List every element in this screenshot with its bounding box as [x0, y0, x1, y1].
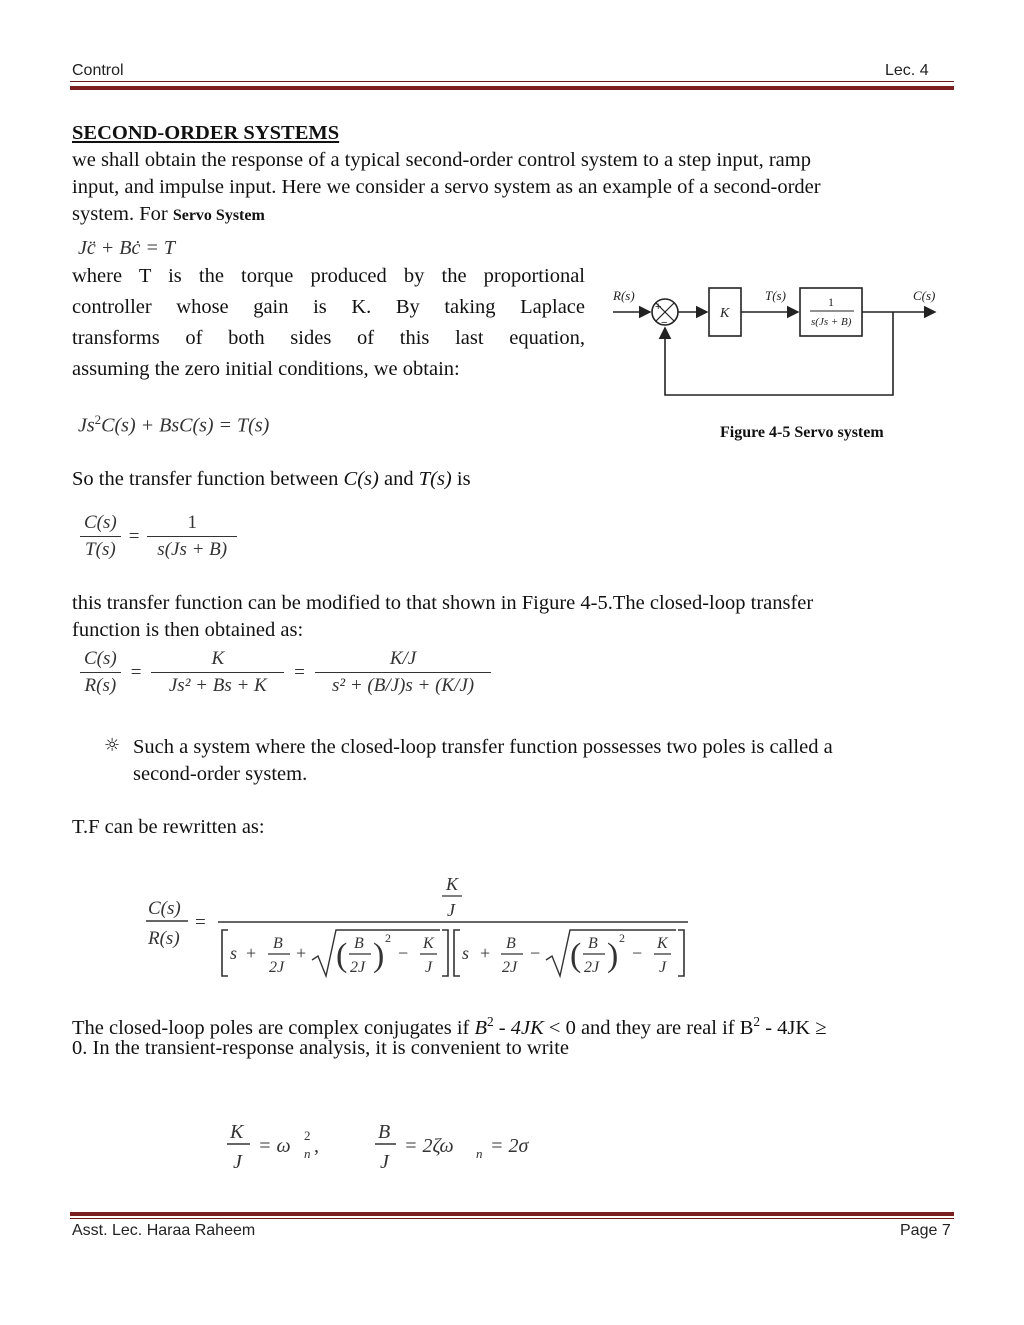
eq5-den1: R(s) [148, 928, 180, 949]
eq5-sq-1: 2 [385, 931, 391, 945]
equation-laplace: $Js^2C(s) + BsC(s) = T(s)$ [78, 412, 270, 437]
footer-page-number: Page 7 [900, 1222, 951, 1239]
eq6-comma: , [314, 1135, 319, 1157]
label-k: K [720, 306, 730, 321]
header-rule-thick [70, 86, 954, 90]
eq5-plus-3: + [480, 943, 491, 963]
eq3-num2: 1 [147, 512, 237, 537]
where-line-4: assuming the zero initial conditions, we obtain: [72, 358, 460, 380]
plant-denominator: s(Js + B) [811, 316, 852, 328]
modified-tf-line-1: this transfer function can be modified to that shown in Figure 4-5.The closed-loop transfer [72, 592, 814, 614]
label-plus: + [655, 301, 662, 313]
plant-numerator: 1 [828, 295, 834, 309]
intro-line-3-text: system. For [72, 203, 168, 225]
eq5-s-1: s [230, 943, 238, 963]
eq3-equals: = [128, 525, 140, 547]
equation-closed-loop-tf [80, 648, 491, 697]
eq5-2j-1: 2J [269, 959, 285, 976]
eq4-num1: C(s) [80, 648, 121, 673]
intro-line-3 [72, 201, 265, 229]
eq5-j-1: J [425, 959, 433, 976]
eq5-k-2: K [657, 935, 668, 952]
equation-motion: Jc̈ + Bċ = T [78, 237, 175, 259]
footer-author: Asst. Lec. Haraa Raheem [72, 1222, 256, 1239]
intro-line-2: input, and impulse input. Here we consider a servo system as an example of a second-order [72, 176, 821, 198]
footer-rule-thick [70, 1212, 954, 1216]
poles-line-2: 0. In the transient-response analysis, it is convenient to write [72, 1037, 570, 1059]
where-line-2: controller whose gain is K. By taking Laplace [72, 296, 585, 318]
label-c: C(s) [913, 288, 936, 303]
servo-system-label: Servo System [172, 207, 265, 224]
eq5-plus-1: + [246, 943, 257, 963]
poles-text-a: The closed-loop poles are complex conjugates if [72, 1016, 475, 1039]
eq5-equals: = [195, 912, 206, 933]
eq5-b-2: B [354, 935, 364, 952]
eq5-s-2: s [462, 943, 470, 963]
eq4-num2: K [151, 648, 284, 673]
where-line-3: transforms of both sides of this last equation, [72, 327, 585, 349]
tf-cs: C(s) [343, 468, 379, 490]
eq4-den2: Js² + Bs + K [168, 675, 267, 696]
eq5-2j-3: 2J [502, 959, 518, 976]
eq5-k-1: K [423, 935, 434, 952]
eq3-den2: s(Js + B) [157, 539, 228, 560]
eq6-sq: 2 [304, 1128, 311, 1143]
eq5-minus-2: − [530, 943, 541, 963]
footer-rule-thin [70, 1218, 954, 1219]
modified-tf-line-2: function is then obtained as: [72, 619, 304, 641]
eq2-part-b: C(s) + BsC(s) = T(s) [101, 414, 270, 437]
header-rule-thin [70, 81, 954, 82]
svg-text:): ) [373, 937, 385, 974]
eq6-n: n [304, 1146, 311, 1161]
poles-sq-2: 2 [753, 1014, 761, 1029]
poles-4jk: 4JK [510, 1016, 544, 1039]
tf-text-e: is [451, 468, 471, 490]
eq6-eq2: = 2ζω [404, 1135, 454, 1157]
eq5-j-2: J [659, 959, 667, 976]
intro-line-1: we shall obtain the response of a typical second-order control system to a step input, ramp [72, 149, 811, 171]
eq4-den1: R(s) [84, 675, 117, 696]
eq4-den3: s² + (B/J)s + (K/J) [331, 675, 475, 696]
where-line-1: where T is the torque produced by the proportional [72, 265, 585, 287]
eq6-n2: n [476, 1146, 483, 1161]
label-r: R(s) [613, 288, 635, 303]
eq5-b-4: B [588, 935, 598, 952]
eq3-num1: C(s) [80, 512, 121, 537]
poles-b: B [474, 1016, 487, 1039]
svg-text:(: ( [570, 937, 582, 974]
eq5-2j-4: 2J [584, 959, 600, 976]
bullet-line-2: second-order system. [133, 763, 308, 785]
eq5-kj-num: K [446, 874, 459, 894]
eq4-equals-1: = [130, 661, 142, 683]
svg-text:(: ( [336, 937, 348, 974]
bullet-line-1: Such a system where the closed-loop transfer function possesses two poles is called a [133, 736, 833, 758]
label-t: T(s) [765, 288, 786, 303]
eq5-b-3: B [506, 935, 516, 952]
eq5-num1: C(s) [148, 898, 181, 919]
transfer-function-sentence [72, 466, 471, 493]
poles-text-d: - [493, 1016, 511, 1039]
eq5-2j-2: 2J [350, 959, 366, 976]
eq6-j2: J [380, 1151, 389, 1173]
eq5-b-1: B [273, 935, 283, 952]
tf-ts: T(s) [418, 468, 452, 490]
eq5-minus-1: − [398, 943, 409, 963]
header-left: Control [72, 62, 124, 79]
eq6-k: K [230, 1121, 244, 1143]
svg-text:): ) [607, 937, 619, 974]
eq3-den1: T(s) [85, 539, 116, 560]
eq5-kj-den: J [447, 900, 455, 920]
equation-factored-tf [140, 868, 700, 988]
poles-text-f: < 0 and they are real if B [543, 1016, 754, 1039]
eq6-eq3: = 2σ [490, 1135, 529, 1157]
eq4-num3: K/J [315, 648, 491, 673]
eq4-equals-2: = [294, 661, 305, 683]
tf-text-c: and [378, 468, 419, 490]
figure-caption: Figure 4-5 Servo system [720, 424, 884, 441]
eq6-b: B [378, 1121, 391, 1143]
eq2-part-a: Js [78, 414, 95, 437]
eq5-minus-3: − [632, 943, 643, 963]
poles-sq-1: 2 [487, 1014, 494, 1029]
servo-block-diagram [605, 280, 945, 405]
section-title: SECOND-ORDER SYSTEMS [72, 122, 340, 144]
label-minus: − [661, 317, 668, 329]
tf-text-a: So the transfer function between [72, 468, 344, 490]
eq5-plus-2: + [296, 943, 307, 963]
header-right: Lec. 4 [885, 62, 929, 79]
eq6-eq1: = ω [258, 1135, 291, 1157]
poles-text-h: - 4JK ≥ [760, 1016, 827, 1039]
bullet-sun-icon: ☼ [104, 735, 121, 756]
equation-open-loop-tf [80, 512, 237, 561]
tf-rewrite-label: T.F can be rewritten as: [72, 816, 265, 838]
eq6-j: J [233, 1151, 242, 1173]
equation-natural-frequency [222, 1112, 582, 1182]
eq5-sq-2: 2 [619, 931, 625, 945]
